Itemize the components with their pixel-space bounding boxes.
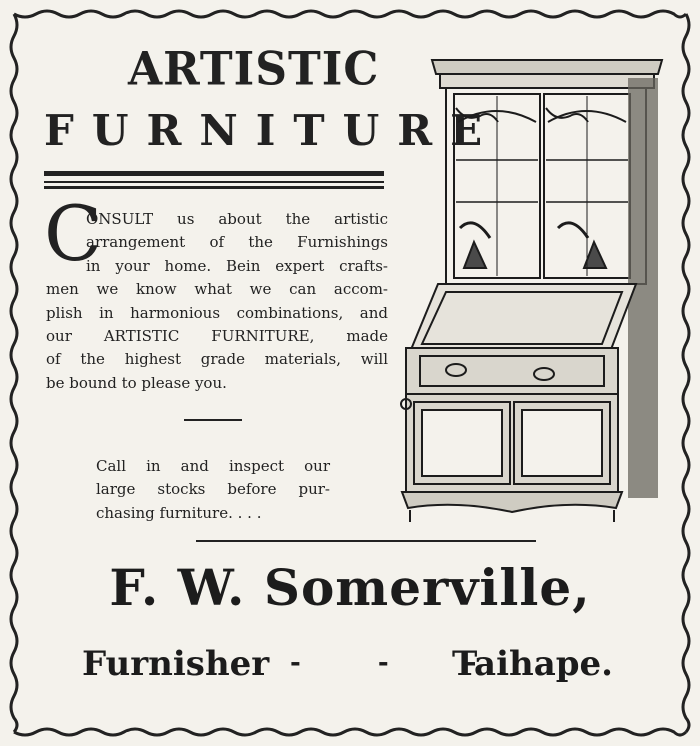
body-line: our ARTISTIC FURNITURE, made [46, 327, 388, 346]
merchant-name: F. W. Somerville, [109, 558, 591, 617]
body-line: in your home. Bein expert crafts- [86, 256, 388, 275]
drop-cap: C [44, 189, 103, 278]
ad-title-line2: FURNITURE [44, 106, 501, 155]
merchant-town: Taihape. [452, 644, 613, 684]
body-line: ONSULT us about the artistic [86, 210, 388, 228]
body-line: plish in harmonious combinations, and [46, 303, 388, 322]
call-to-action-text [96, 455, 330, 525]
call-line: Call in and inspect our [96, 457, 330, 475]
bureau-bookcase-illustration [396, 52, 668, 524]
wavy-border-edge [14, 729, 686, 735]
wavy-border-edge [11, 14, 17, 732]
call-line: chasing furniture. . . . [96, 503, 262, 522]
body-line: of the highest grade materials, will [46, 350, 388, 369]
body-line: arrangement of the Furnishings [86, 233, 388, 252]
ad-title-line1: ARTISTIC [128, 42, 380, 97]
body-line: be bound to please you. [46, 373, 227, 392]
call-line: large stocks before pur- [96, 480, 330, 499]
merchant-trade: Furnisher [82, 644, 270, 684]
wavy-border-edge [683, 14, 689, 732]
merchant-divider [196, 540, 536, 542]
ad-body-text [46, 208, 388, 395]
trade-town-separator: - - - [290, 648, 511, 678]
section-divider [184, 419, 242, 421]
body-line: men we know what we can accom- [46, 280, 388, 299]
title-rule-thick [44, 171, 384, 176]
wavy-border-edge [14, 11, 686, 17]
title-rule-thin [44, 181, 384, 183]
